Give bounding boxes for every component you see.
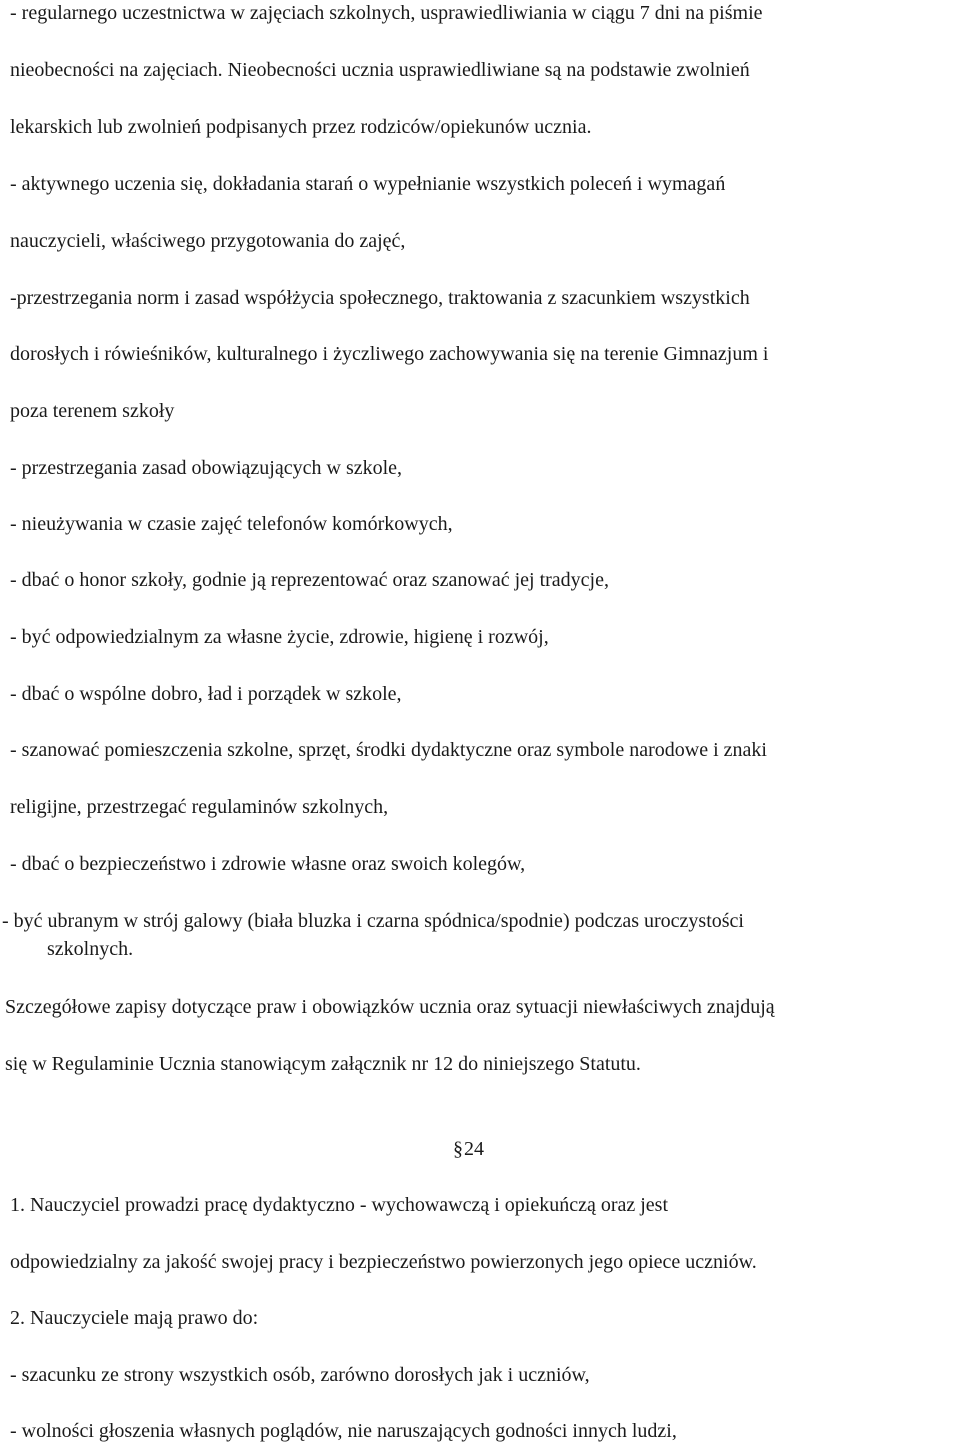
text-line: - być ubranym w strój galowy (biała bluzka i czarna spódnica/spodnie) podczas uroczystości xyxy=(2,910,744,932)
text-line: - dbać o honor szkoły, godnie ją reprezentować oraz szanować jej tradycje, xyxy=(10,569,609,591)
text-line: nauczycieli, właściwego przygotowania do zajęć, xyxy=(10,230,406,252)
text-line: 1. Nauczyciel prowadzi pracę dydaktyczno - wychowawczą i opiekuńczą oraz jest xyxy=(10,1194,669,1216)
text-line: poza terenem szkoły xyxy=(10,400,175,422)
text-line: religijne, przestrzegać regulaminów szkolnych, xyxy=(10,796,389,818)
text-line: -przestrzegania norm i zasad współżycia społecznego, traktowania z szacunkiem wszystkich xyxy=(10,287,750,309)
paragraph-line: się w Regulaminie Ucznia stanowiącym załącznik nr 12 do niniejszego Statutu. xyxy=(5,1053,641,1075)
text-line: szkolnych. xyxy=(47,938,134,960)
text-line: - regularnego uczestnictwa w zajęciach szkolnych, usprawiedliwiania w ciągu 7 dni na piśmie xyxy=(10,2,763,24)
section-number: 24 xyxy=(464,1138,484,1160)
text-line: - przestrzegania zasad obowiązujących w szkole, xyxy=(10,457,403,479)
paragraph-line: Szczegółowe zapisy dotyczące praw i obowiązków ucznia oraz sytuacji niewłaściwych znajdują xyxy=(5,996,775,1018)
text-line: - dbać o bezpieczeństwo i zdrowie własne oraz swoich kolegów, xyxy=(10,853,526,875)
text-line: - nieużywania w czasie zajęć telefonów komórkowych, xyxy=(10,513,453,535)
text-line: 2. Nauczyciele mają prawo do: xyxy=(10,1307,259,1329)
section-heading xyxy=(453,1137,484,1161)
text-line: dorosłych i rówieśników, kulturalnego i życzliwego zachowywania się na terenie Gimnazjum i xyxy=(10,343,769,365)
text-line: - dbać o wspólne dobro, ład i porządek w szkole, xyxy=(10,683,402,705)
text-line: - być odpowiedzialnym za własne życie, zdrowie, higienę i rozwój, xyxy=(10,626,549,648)
text-line: - aktywnego uczenia się, dokładania starań o wypełnianie wszystkich poleceń i wymagań xyxy=(10,173,726,195)
text-line: - szanować pomieszczenia szkolne, sprzęt, środki dydaktyczne oraz symbole narodowe i znaki xyxy=(10,739,767,761)
text-line: lekarskich lub zwolnień podpisanych przez rodziców/opiekunów ucznia. xyxy=(10,116,592,138)
text-line: odpowiedzialny za jakość swojej pracy i bezpieczeństwo powierzonych jego opiece uczniów. xyxy=(10,1251,757,1273)
text-line: - wolności głoszenia własnych poglądów, nie naruszających godności innych ludzi, xyxy=(10,1420,677,1442)
text-line: - szacunku ze strony wszystkich osób, zarówno dorosłych jak i uczniów, xyxy=(10,1364,590,1386)
text-line: nieobecności na zajęciach. Nieobecności ucznia usprawiedliwiane są na podstawie zwolnień xyxy=(10,59,750,81)
section-symbol: § xyxy=(453,1138,463,1160)
